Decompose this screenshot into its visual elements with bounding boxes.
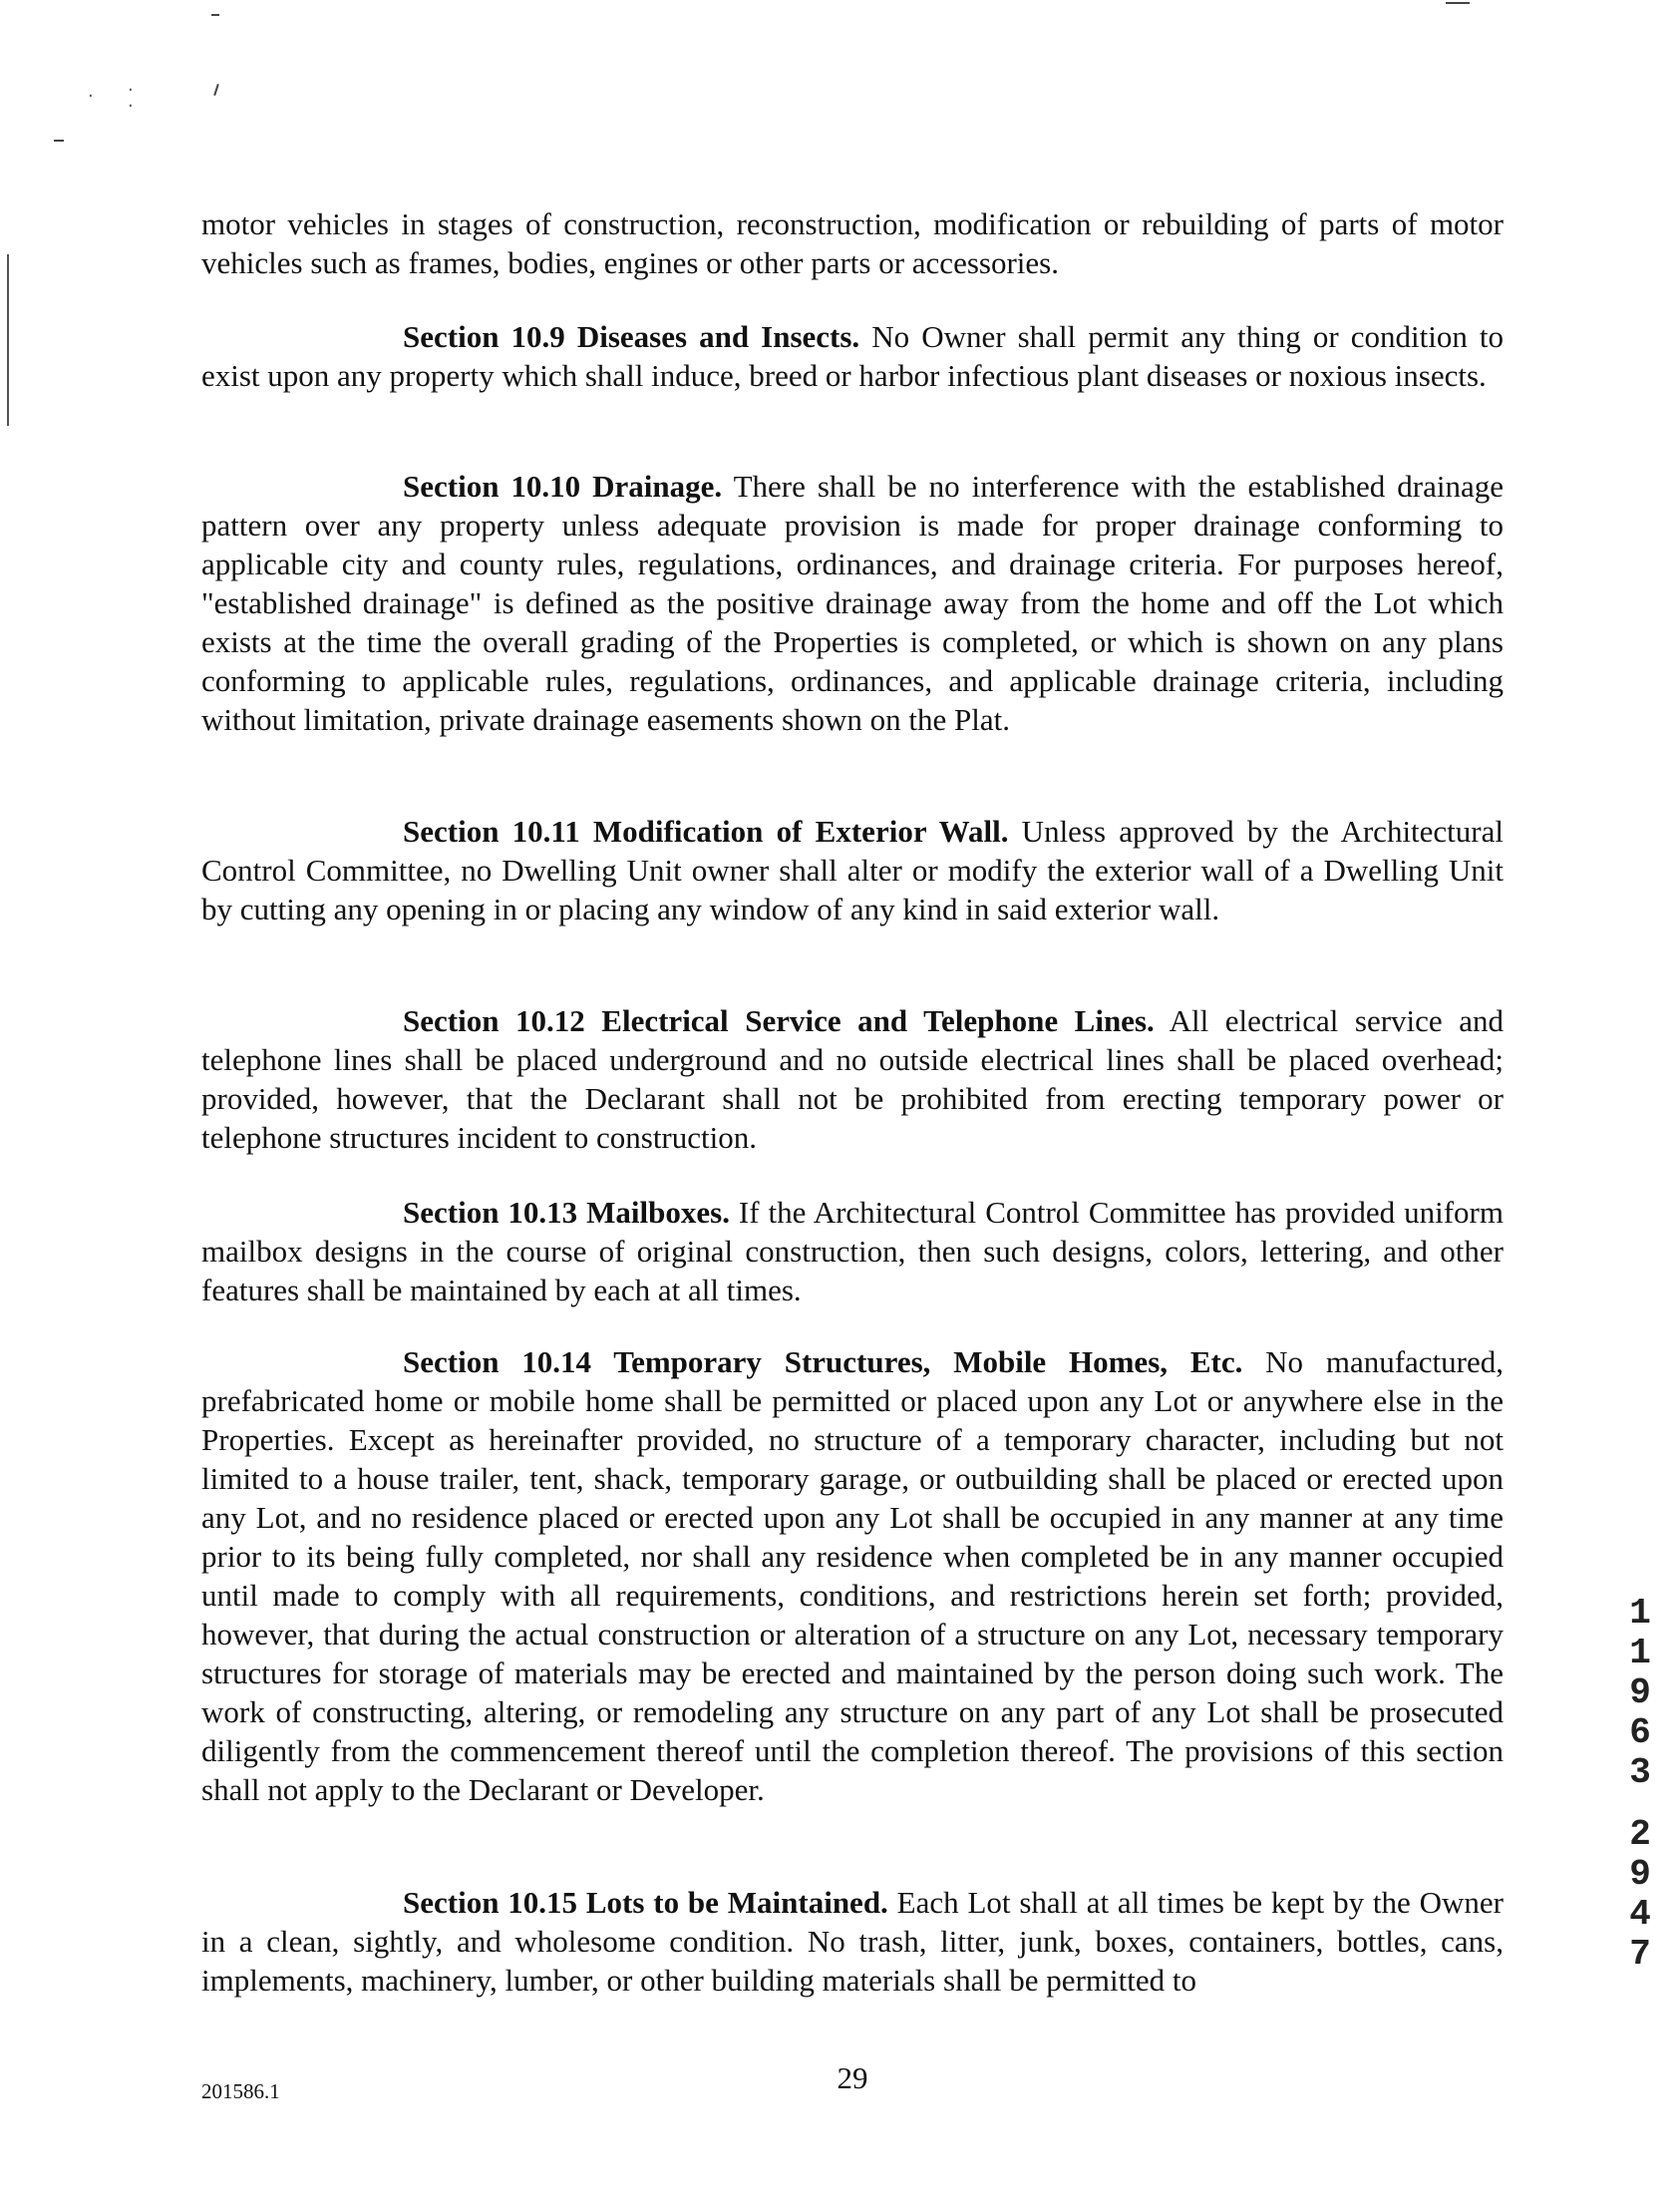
stamp-digit: 7 bbox=[1629, 1934, 1651, 1975]
section-body: No Owner shall permit any thing or condition to exist upon any property which shall induce, breed or harbor infectious plant diseases or noxious insects. bbox=[201, 319, 1504, 393]
paragraph-continued: motor vehicles in stages of construction, reconstruction, modification or rebuilding of parts of motor vehicles such as frames, bodies, engines or other parts or accessories. bbox=[201, 206, 1504, 280]
stamp-digit: 9 bbox=[1629, 1854, 1651, 1895]
scan-speck: ⋅ bbox=[128, 80, 134, 101]
scan-speck: ⋅ bbox=[128, 96, 134, 117]
scan-mark-left bbox=[54, 140, 64, 142]
section-body: Each Lot shall at all times be kept by the Owner in a clean, sightly, and wholesome condition. No trash, litter, junk, boxes, containers, bottles, cans, implements, machinery, lumber, or other building materials shall be permitted to bbox=[201, 1885, 1504, 1998]
section-body: There shall be no interference with the established drainage pattern over any property unless adequate provision is made for proper drainage conforming to applicable city and county rules, regulations, ordinances, and drainage criteria. For purposes hereof, "established drainage" is defined as the positive drainage away from the home and off the Lot which exists at the time the overall grading of the Properties is completed, or which is shown on any plans conforming to applicable rules, regulations, ordinances, and applicable drainage criteria, including without limitation, private drainage easements shown on the Plat. bbox=[201, 469, 1504, 737]
paragraph-section-10-11 bbox=[201, 812, 1504, 928]
section-body: If the Architectural Control Committee has provided uniform mailbox designs in the course of original construction, then such designs, colors, lettering, and other features shall be maintained by each at all times. bbox=[201, 1195, 1504, 1307]
section-heading: Section 10.14 Temporary Structures, Mobile Homes, Etc. bbox=[403, 1344, 1243, 1379]
paragraph-section-10-12 bbox=[201, 1001, 1504, 1157]
section-body: All electrical service and telephone lines shall be placed underground and no outside electrical lines shall be placed overhead; provided, however, that the Declarant shall not be prohibited from erecting temporary power or telephone structures incident to construction. bbox=[201, 1003, 1505, 1155]
section-heading: Section 10.10 Drainage. bbox=[403, 469, 723, 504]
page-number: 29 bbox=[837, 2060, 868, 2095]
paragraph-section-10-15 bbox=[201, 1883, 1504, 2000]
stamp-digit: 3 bbox=[1629, 1752, 1651, 1793]
paragraph-section-10-14 bbox=[201, 1342, 1504, 1809]
stamp-gap bbox=[1625, 1793, 1655, 1815]
paragraph-section-10-9 bbox=[201, 317, 1504, 395]
stamp-digit: 1 bbox=[1629, 1593, 1651, 1634]
stamp-digit: 6 bbox=[1629, 1712, 1651, 1753]
scan-mark bbox=[213, 84, 219, 96]
section-heading: Section 10.9 Diseases and Insects. bbox=[403, 319, 860, 354]
scan-speck: ⋅ bbox=[88, 86, 94, 107]
stamp-digit: 2 bbox=[1629, 1814, 1651, 1855]
recording-stamp bbox=[1625, 1594, 1655, 1975]
stamp-digit: 4 bbox=[1629, 1894, 1651, 1935]
section-heading: Section 10.12 Electrical Service and Telephone Lines. bbox=[403, 1003, 1155, 1038]
scan-mark-top-right bbox=[1446, 2, 1470, 4]
document-id: 201586.1 bbox=[201, 2079, 280, 2103]
section-heading: Section 10.11 Modification of Exterior Wall. bbox=[403, 814, 1009, 849]
stamp-digit: 9 bbox=[1629, 1672, 1651, 1713]
stamp-digit: 1 bbox=[1629, 1633, 1651, 1673]
section-body: Unless approved by the Architectural Control Committee, no Dwelling Unit owner shall alter or modify the exterior wall of a Dwelling Unit by cutting any opening in or placing any window of any kind in said exterior wall. bbox=[201, 814, 1504, 926]
paragraph-section-10-10 bbox=[201, 467, 1504, 739]
section-heading: Section 10.13 Mailboxes. bbox=[403, 1195, 730, 1230]
margin-revision-bar bbox=[7, 254, 9, 426]
section-heading: Section 10.15 Lots to be Maintained. bbox=[403, 1885, 888, 1920]
section-body: No manufactured, prefabricated home or mobile home shall be permitted or placed upon any Lot or anywhere else in the Properties. Except as hereinafter provided, no structure of a temporary character, including but not limited to a house trailer, tent, shack, temporary garage, or outbuilding shall be placed or erected upon any Lot, and no residence placed or erected upon any Lot shall be occupied in any manner at any time prior to its being fully completed, nor shall any residence when completed be in any manner occupied until made to comply with all requirements, conditions, and restrictions herein set forth; provided, however, that during the actual construction or alteration of a structure on any Lot, necessary temporary structures for storage of materials may be erected and maintained by the person doing such work. The work of constructing, altering, or remodeling any structure on any part of any Lot shall be prosecuted diligently from the commencement thereof until the completion thereof. The provisions of this section shall not apply to the Declarant or Developer. bbox=[201, 1344, 1504, 1807]
scan-mark-top bbox=[211, 14, 219, 16]
paragraph-section-10-13 bbox=[201, 1193, 1504, 1309]
